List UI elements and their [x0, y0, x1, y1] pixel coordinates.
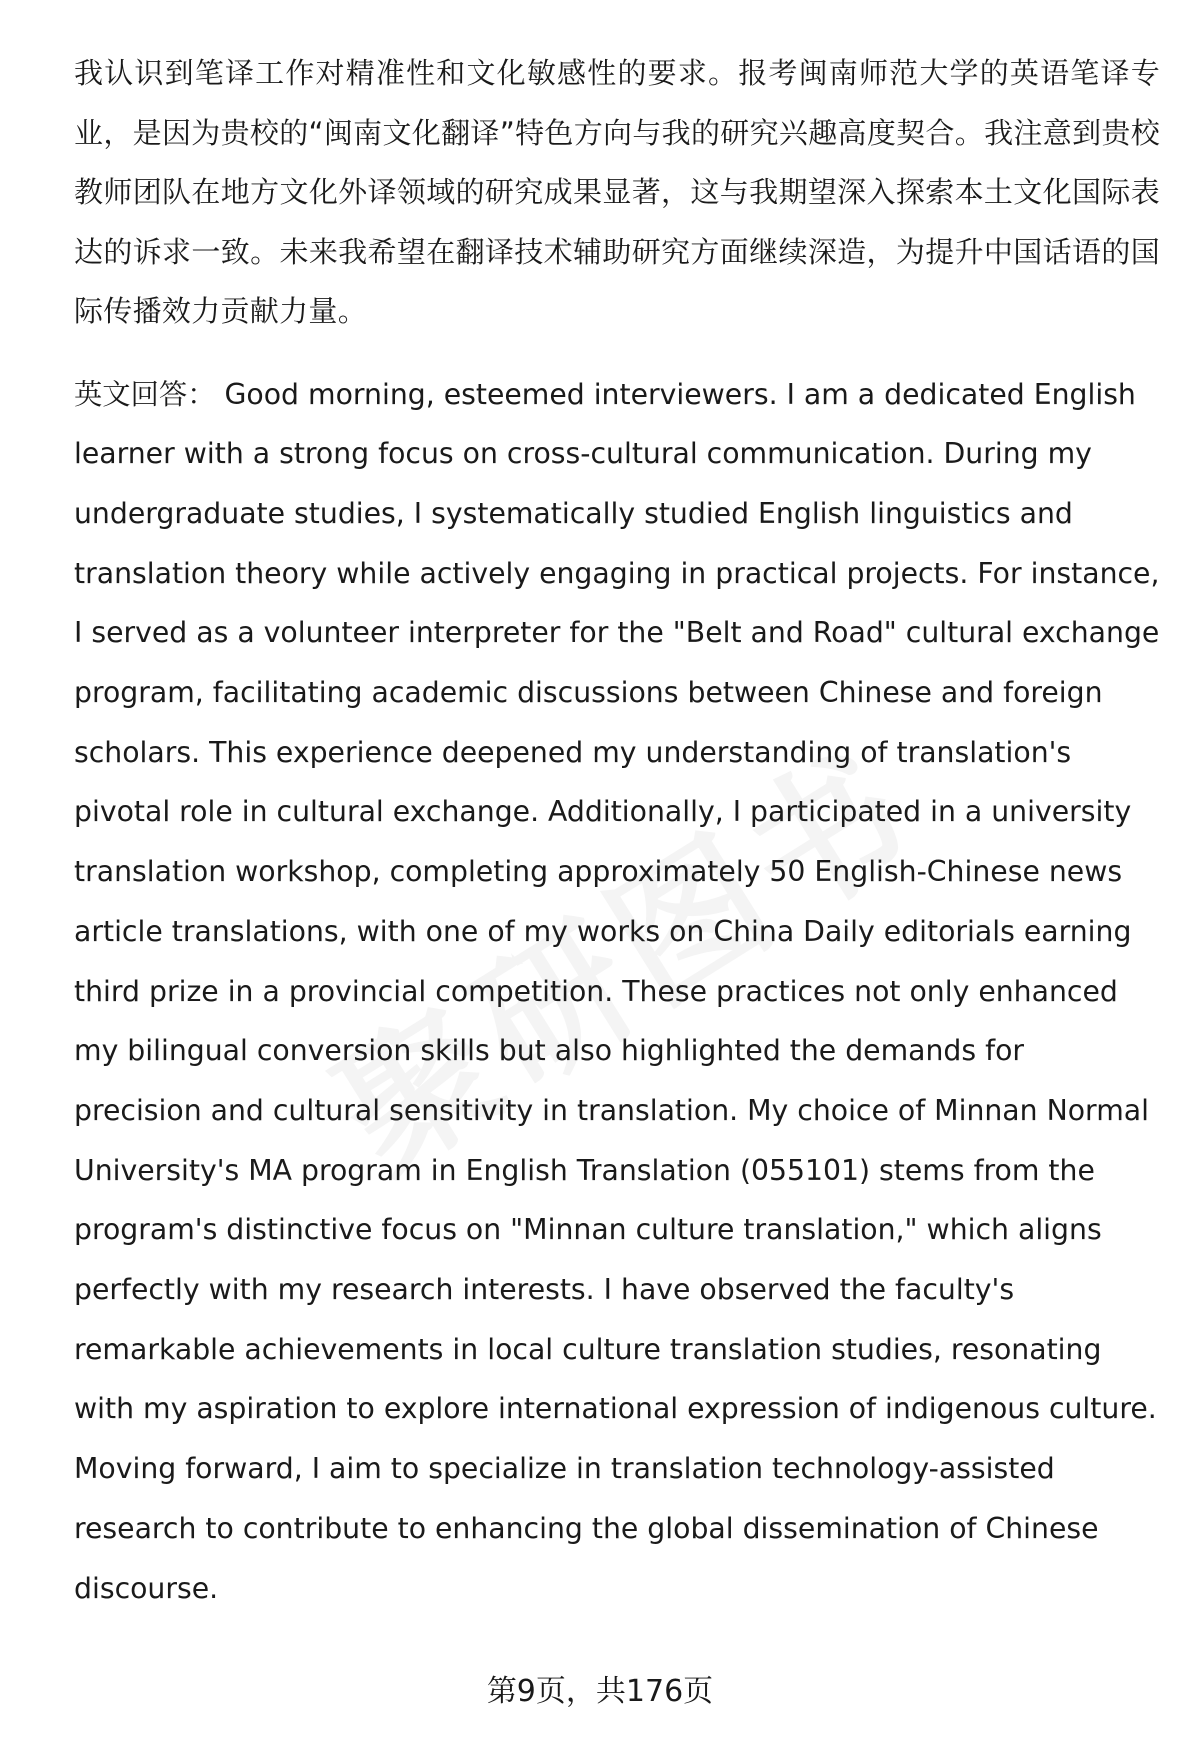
- page-number: 第9页，共176页: [486, 1674, 714, 1709]
- document-body: [74, 44, 1160, 1618]
- english-answer-paragraph: [74, 365, 1160, 1619]
- english-answer-label: 英文回答：: [74, 377, 216, 411]
- english-answer-text: Good morning, esteemed interviewers. I am a dedicated English learner with a strong focus on cross-cultural communication. During my undergraduate studies, I systematically studied English linguistics and translation theory while actively engaging in practical projects. For instance, I served as a volunteer interpreter for the "Belt and Road" cultural exchange program, facilitating academic discussions between Chinese and foreign scholars. This experience deepened my understanding of translation's pivotal role in cultural exchange. Additionally, I participated in a university translation workshop, completing approximately 50 English-Chinese news article translations, with one of my works on China Daily editorials earning third prize in a provincial competition. These practices not only enhanced my bilingual conversion skills but also highlighted the demands for precision and cultural sensitivity in translation. My choice of Minnan Normal University's MA program in English Translation (055101) stems from the program's distinctive focus on "Minnan culture translation," which aligns perfectly with my research interests. I have observed the faculty's remarkable achievements in local culture translation studies, resonating with my aspiration to explore international expression of indigenous culture. Moving forward, I aim to specialize in translation technology-assisted research to contribute to enhancing the global dissemination of Chinese discourse.: [74, 377, 1160, 1605]
- chinese-paragraph: 我认识到笔译工作对精准性和文化敏感性的要求。报考闽南师范大学的英语笔译专业，是因为贵校的“闽南文化翻译”特色方向与我的研究兴趣高度契合。我注意到贵校教师团队在地方文化外译领域的研究成果显著，这与我期望深入探索本土文化国际表达的诉求一致。未来我希望在翻译技术辅助研究方面继续深造，为提升中国话语的国际传播效力贡献力量。: [74, 56, 1160, 328]
- page-footer: [0, 1672, 1200, 1712]
